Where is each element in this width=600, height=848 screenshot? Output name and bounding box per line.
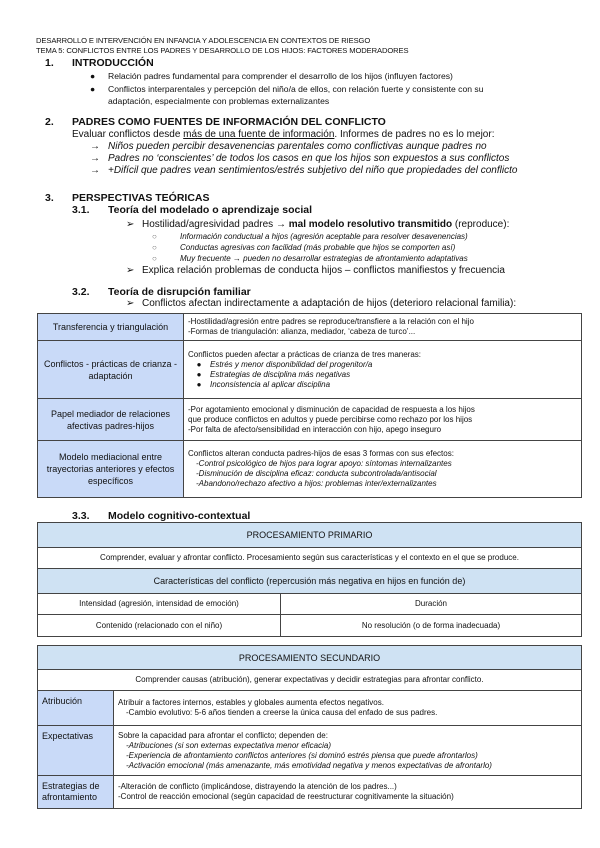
line: -Cambio evolutivo: 5-6 años tienden a creerse la única causa del enfado de sus padres. <box>126 708 438 717</box>
arrowhead-icon: ➢ <box>126 219 135 230</box>
bullet-item: Estrategias de disciplina más negativas <box>210 369 351 379</box>
intro-underline: más de una fuente de información <box>183 129 335 140</box>
line: -Hostilidad/agresión entre padres se reproduce/transfiere a la relación con el hijo <box>188 317 474 326</box>
line: -Por falta de afecto/sensibilidad en interacción con hijo, apego inseguro <box>188 424 442 434</box>
section-3-title: PERSPECTIVAS TEÓRICAS <box>72 192 210 204</box>
section-3-1-number: 3.1. <box>72 204 90 216</box>
table-title: PROCESAMIENTO PRIMARIO <box>38 523 582 548</box>
line: -Formas de triangulación: alianza, mediador, ‘cabeza de turco’... <box>188 327 416 336</box>
section-3-3-number: 3.3. <box>72 510 90 522</box>
list-item: Explica relación problemas de conducta hijos – conflictos manifiestos y frecuencia <box>142 265 505 276</box>
circle-icon: ○ <box>152 254 157 263</box>
row-content <box>114 726 582 776</box>
line: -Control psicológico de hijos para lograr apoyo: síntomas internalizantes <box>196 459 452 468</box>
text: (reproduce): <box>452 219 510 230</box>
list-item: Muy frecuente → pueden no desarrollar estrategias de afrontamiento adaptativas <box>180 254 468 263</box>
line: -Atribuciones (si son externas expectativa menor eficacia) <box>126 740 331 750</box>
section-2-intro <box>72 129 494 140</box>
section-2-title: PADRES COMO FUENTES DE INFORMACIÓN DEL CONFLICTO <box>72 116 386 128</box>
section-3-1-title: Teoría del modelado o aprendizaje social <box>108 204 313 216</box>
text: Hostilidad/agresividad padres → <box>142 219 289 230</box>
list-item: Conflictos interparentales y percepción del niño/a de ellos, con relación fuerte y consistente con su <box>108 84 484 94</box>
row-label: Estrategias de afrontamiento <box>38 776 114 809</box>
list-item-cont: adaptación, especialmente con problemas externalizantes <box>108 96 330 106</box>
section-3-3-title: Modelo cognitivo-contextual <box>108 510 251 522</box>
bullet-item: Estrés y menor disponibilidad del progenitor/a <box>210 359 373 369</box>
primary-processing-table <box>37 522 582 637</box>
line: -Control de reacción emocional (según capacidad de reestructurar cognitivamente la situación) <box>118 792 454 801</box>
list-item: Información conductual a hijos (agresión aceptable para resolver desavenencias) <box>180 232 468 241</box>
row-label: Atribución <box>38 691 114 726</box>
circle-icon: ○ <box>152 232 157 241</box>
list-item: Conflictos afectan indirectamente a adaptación de hijos (deterioro relacional familia): <box>142 298 517 309</box>
section-3-number: 3. <box>45 192 54 204</box>
row-label: Expectativas <box>38 726 114 776</box>
intro-text: . Informes de padres no es lo mejor: <box>334 129 495 140</box>
intro-text: Evaluar conflictos desde <box>72 129 184 140</box>
line: -Disminución de disciplina eficaz: conducta subcontrolada/antisocial <box>196 469 437 478</box>
row-content <box>114 691 582 726</box>
bullet-item: Inconsistencia al aplicar disciplina <box>210 379 331 389</box>
bold-text: mal modelo resolutivo transmitido <box>288 219 453 230</box>
doc-header-topic: TEMA 5: CONFLICTOS ENTRE LOS PADRES Y DESARROLLO DE LOS HIJOS: FACTORES MODERADORES <box>36 46 409 55</box>
row-content: Conflictos pueden afectar a prácticas de crianza de tres maneras: ● Estrés y menor disponibilidad del progenitor/a ● Estrategias de disciplina más negativas ● Inconsistencia al aplicar disciplina <box>184 341 582 399</box>
line: -Experiencia de afrontamiento conflictos anteriores (si dominó estrés piensa que puede afrontarlos) <box>126 750 478 760</box>
table-cell: Duración <box>281 594 582 615</box>
table-cell: No resolución (o de forma inadecuada) <box>281 615 582 637</box>
secondary-processing-table <box>37 645 582 809</box>
list-item: +Difícil que padres vean sentimientos/estrés subjetivo del niño que propiedades del conflicto <box>108 165 518 176</box>
list-item: Padres no ‘conscientes’ de todos los casos en que los hijos son expuestos a sus conflictos <box>108 153 510 164</box>
section-1-number: 1. <box>45 57 54 69</box>
line: Sobre la capacidad para afrontar el conflicto; dependen de: <box>118 730 328 740</box>
arrow-icon: → <box>90 165 100 176</box>
bullet-icon: ● <box>90 71 96 81</box>
line: -Por agotamiento emocional y disminución de capacidad de respuesta a los hijos <box>188 404 475 414</box>
line: -Activación emocional (más amenazante, más emotividad negativa y menos expectativas de afrontarlo) <box>126 760 492 770</box>
arrow-icon: → <box>90 153 100 164</box>
line: Atribuir a factores internos, estables y globales aumenta efectos negativos. <box>118 698 384 707</box>
list-item: Relación padres fundamental para comprender el desarrollo de los hijos (influyen factores) <box>108 71 453 81</box>
line: -Alteración de conflicto (implicándose, distrayendo la atención de los padres...) <box>118 782 397 791</box>
row-content <box>114 776 582 809</box>
line: Conflictos pueden afectar a prácticas de crianza de tres maneras: <box>188 349 422 359</box>
row-label: Transferencia y triangulación <box>38 314 184 341</box>
row-content <box>184 314 582 341</box>
line: -Abandono/rechazo afectivo a hijos: problemas inter/externalizantes <box>196 479 437 488</box>
row-label: Modelo mediacional entre trayectorias anteriores y efectos específicos <box>38 441 184 498</box>
row-label: Conflictos - prácticas de crianza - adaptación <box>38 341 184 399</box>
row-content <box>184 399 582 441</box>
row-label: Papel mediador de relaciones afectivas padres-hijos <box>38 399 184 441</box>
doc-header-course: DESARROLLO E INTERVENCIÓN EN INFANCIA Y ADOLESCENCIA EN CONTEXTOS DE RIESGO <box>36 36 371 45</box>
disruption-table <box>37 313 582 498</box>
table-cell: Contenido (relacionado con el niño) <box>38 615 281 637</box>
section-1-title: INTRODUCCIÓN <box>72 57 154 69</box>
section-3-2-number: 3.2. <box>72 286 90 298</box>
table-cell: Intensidad (agresión, intensidad de emoción) <box>38 594 281 615</box>
bullet-icon: ● <box>90 84 96 94</box>
list-item: Niños pueden percibir desavenencias parentales como conflictivas aunque padres no <box>108 141 487 152</box>
arrow-icon: → <box>90 141 100 152</box>
list-item: Conductas agresivas con facilidad (más probable que hijos se comporten así) <box>180 243 456 252</box>
table-desc: Comprender, evaluar y afrontar conflicto. Procesamiento según sus características y el contexto en el que se produce. <box>38 548 582 569</box>
table-title: PROCESAMIENTO SECUNDARIO <box>38 646 582 670</box>
line: Conflictos alteran conducta padres-hijos de esas 3 formas con sus efectos: <box>188 449 454 458</box>
arrowhead-icon: ➢ <box>126 265 135 276</box>
list-item <box>142 219 509 230</box>
section-2-number: 2. <box>45 116 54 128</box>
section-3-2-title: Teoría de disrupción familiar <box>108 286 251 298</box>
circle-icon: ○ <box>152 243 157 252</box>
table-subtitle: Características del conflicto (repercusión más negativa en hijos en función de) <box>38 569 582 594</box>
line: que produce conflictos en adultos y puede percibirse como rechazo por los hijos <box>188 414 473 424</box>
table-desc: Comprender causas (atribución), generar expectativas y decidir estrategias para afrontar conflicto. <box>38 670 582 691</box>
arrowhead-icon: ➢ <box>126 298 135 309</box>
row-content <box>184 441 582 498</box>
